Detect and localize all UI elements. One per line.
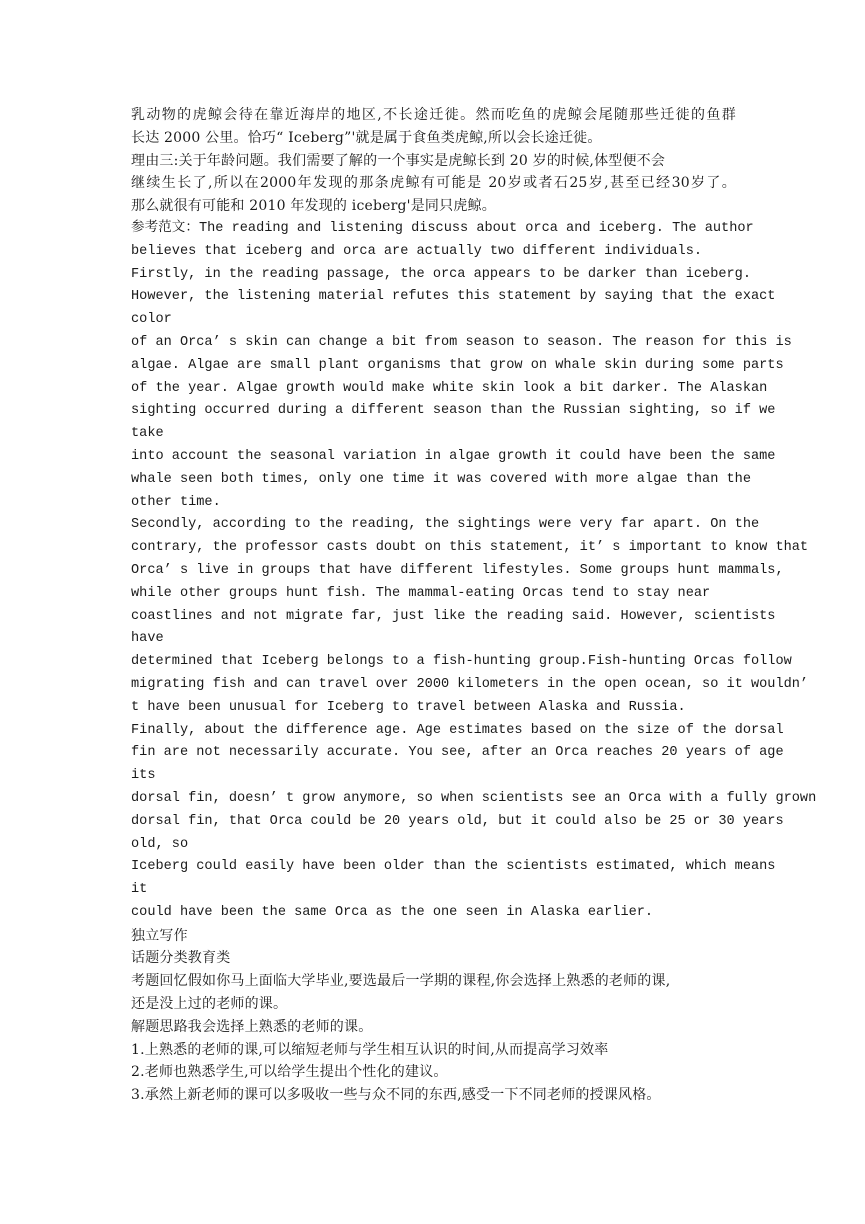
text-line: 长达 2000 公里。恰巧“ Iceberg”'就是属于食鱼类虎鲸,所以会长途迁徙。	[131, 129, 602, 146]
text-line: Secondly, according to the reading, the sightings were very far apart. On the	[131, 517, 760, 533]
text-line: dorsal fin, that Orca could be 20 years old, but it could also be 25 or 30 years	[131, 813, 784, 829]
text-line: dorsal fin, doesn’ t grow anymore, so when scientists see an Orca with a fully grown	[131, 790, 817, 806]
text-line: whale seen both times, only one time it was covered with more algae than the	[131, 471, 751, 487]
text-line: Orca’ s live in groups that have different lifestyles. Some groups hunt mammals,	[131, 562, 784, 578]
list-item: 2.老师也熟悉学生,可以给学生提出个性化的建议。	[131, 1064, 448, 1081]
document-page	[131, 104, 817, 1107]
text-line: take	[131, 426, 164, 442]
text-line: could have been the same Orca as the one seen in Alaska earlier.	[131, 904, 654, 920]
text-line: 理由三:关于年龄问题。我们需要了解的一个事实是虎鲸长到 20 岁的时候,体型便不会	[131, 152, 666, 169]
text-line: 继续生长了,所以在2000年发现的那条虎鲸有可能是 20岁或者石25岁,甚至已经30岁了。	[131, 175, 736, 192]
text-line: However, the listening material refutes this statement by saying that the exact	[131, 289, 776, 305]
text-line: algae. Algae are small plant organisms that grow on whale skin during some parts	[131, 357, 784, 373]
text-line: coastlines and not migrate far, just like the reading said. However, scientists	[131, 608, 776, 624]
text-line: determined that Iceberg belongs to a fish-hunting group.Fish-hunting Orcas follow	[131, 654, 792, 670]
text-line: 解题思路我会选择上熟悉的老师的课。	[131, 1018, 373, 1035]
text-line: 还是没上过的老师的课。	[131, 996, 288, 1013]
section-heading: 独立写作	[131, 927, 188, 944]
text-line: color	[131, 312, 172, 328]
text-line: contrary, the professor casts doubt on this statement, it’ s important to know that	[131, 540, 809, 556]
text-line: Firstly, in the reading passage, the orca appears to be darker than iceberg.	[131, 266, 751, 282]
text-line: old, so	[131, 836, 189, 852]
text-line: 话题分类教育类	[131, 950, 231, 967]
text-line: migrating fish and can travel over 2000 kilometers in the open ocean, so it wouldn’	[131, 676, 809, 692]
text-line: 参考范文：The reading and listening discuss about orca and iceberg. The author	[131, 220, 754, 236]
text-line: other time.	[131, 494, 221, 510]
list-item: 1.上熟悉的老师的课,可以缩短老师与学生相互认识的时间,从而提高学习效率	[131, 1041, 609, 1058]
text-line: 考题回忆假如你马上面临大学毕业,要选最后一学期的课程,你会选择上熟悉的老师的课,	[131, 973, 671, 990]
text-line: into account the seasonal variation in algae growth it could have been the same	[131, 448, 776, 464]
text-line: while other groups hunt fish. The mammal-eating Orcas tend to stay near	[131, 585, 711, 601]
text-line: fin are not necessarily accurate. You see, after an Orca reaches 20 years of age	[131, 745, 784, 761]
list-item: 3.承然上新老师的课可以多吸收一些与众不同的东西,感受一下不同老师的授课风格。	[131, 1087, 661, 1104]
text-line: its	[131, 768, 156, 784]
text-line: Finally, about the difference age. Age estimates based on the size of the dorsal	[131, 722, 784, 738]
text-line: of an Orca’ s skin can change a bit from season to season. The reason for this is	[131, 334, 792, 350]
text-line: it	[131, 882, 148, 898]
text-line: t have been unusual for Iceberg to travel between Alaska and Russia.	[131, 699, 686, 715]
text-line: Iceberg could easily have been older than the scientists estimated, which means	[131, 859, 776, 875]
text-line: sighting occurred during a different season than the Russian sighting, so if we	[131, 403, 776, 419]
text-line: 乳动物的虎鲸会待在靠近海岸的地区,不长途迁徙。然而吃鱼的虎鲸会尾随那些迁徙的鱼群	[131, 107, 736, 123]
text-line: believes that iceberg and orca are actually two different individuals.	[131, 243, 703, 259]
text-line: 那么就很有可能和 2010 年发现的 iceberg'是同只虎鲸。	[131, 198, 496, 215]
text-line: have	[131, 631, 164, 647]
text-line: of the year. Algae growth would make white skin look a bit darker. The Alaskan	[131, 380, 768, 396]
